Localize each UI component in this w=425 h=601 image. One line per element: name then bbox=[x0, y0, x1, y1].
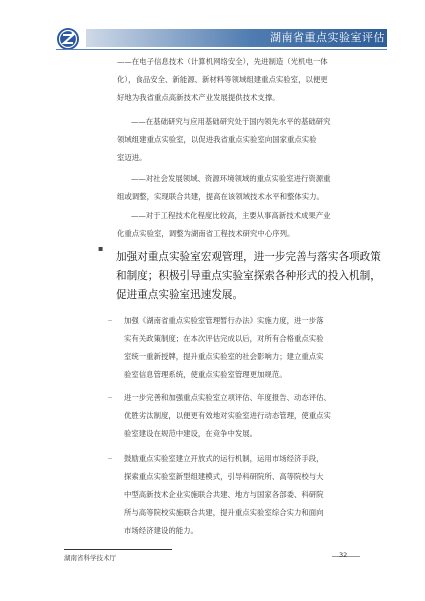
sub-point-line: 市场经济建设的能力。 bbox=[124, 526, 198, 535]
dash-item-line: 室迈进。 bbox=[117, 153, 147, 162]
intro-line: 好地为我省重点高新技术产业发展提供技术支撑。 bbox=[117, 93, 280, 102]
dash-item-line: 化重点实验室，调整为湖南省工程技术研究中心序列。 bbox=[117, 229, 295, 238]
bullet-marker-icon: ▪ bbox=[98, 244, 104, 253]
dash-item-line: ——对社会发展领域、资源环境领域的重点实验室进行资源重 bbox=[131, 174, 331, 183]
main-point-line: 和制度；积极引导重点实验室探索各种形式的投入机制， bbox=[116, 270, 381, 282]
dash-item-line: 组或调整，实现联合共建，提高在该领域技术水平和整体实力。 bbox=[117, 192, 324, 201]
dash-item-line: ——在基础研究与应用基础研究处于国内领先水平的基础研究 bbox=[131, 117, 331, 126]
header-divider bbox=[56, 49, 387, 50]
bullet-marker-icon: _ bbox=[108, 389, 112, 398]
sub-point-line: 室统一重新授牌，提升重点实验室的社会影响力；建立重点实 bbox=[124, 352, 324, 361]
bullet-marker-icon: _ bbox=[108, 312, 112, 321]
footer-organization: 湖南省科学技术厅 bbox=[64, 554, 116, 562]
dash-item-line: 领域组建重点实验室，以促进我省重点实验室向国家重点实验 bbox=[117, 135, 317, 144]
page-number: 32 bbox=[339, 551, 348, 559]
sub-point-line: 加强《湖南省重点实验室管理暂行办法》实施力度，进一步落 bbox=[124, 316, 324, 325]
intro-line: ——在电子信息技术（计算机网络安全），先进制造（光机电一体 bbox=[117, 57, 328, 66]
header-title: 湖南省重点实验室评估 bbox=[270, 31, 385, 44]
main-point-line: 加强对重点实验室宏观管理，进一步完善与落实各项政策 bbox=[116, 251, 381, 263]
sub-point-line: 所与高等院校实施联合共建，提升重点实验室综合实力和面向 bbox=[124, 508, 324, 517]
sub-point-line: 进一步完善和加强重点实验室立项评估、年度报告、动态评估、 bbox=[124, 393, 331, 402]
sub-point-line: 中型高新技术企业实施联合共建、地方与国家各部委、科研院 bbox=[124, 490, 324, 499]
intro-line: 化），食品安全、新能源、新材料等领域组建重点实验室，以便更 bbox=[117, 75, 328, 84]
sub-point-line: 探索重点实验室新型组建模式，引导科研院所、高等院校与大 bbox=[124, 472, 324, 481]
ministry-logo-icon bbox=[56, 27, 80, 51]
dash-item-line: ——对于工程技术化程度比较高，主要从事高新技术成果产业 bbox=[131, 211, 331, 220]
sub-point-line: 优胜劣汰制度，以便更有效地对实验室进行动态管理，使重点实 bbox=[124, 411, 331, 420]
main-point-line: 促进重点实验室迅速发展。 bbox=[116, 289, 244, 301]
bullet-marker-icon: _ bbox=[108, 450, 112, 459]
sub-point-line: 验室建设在规范中建设，在竞争中发展。 bbox=[124, 429, 258, 438]
sub-point-line: 验室信息管理系统，使重点实验室管理更加规范。 bbox=[124, 370, 287, 379]
sub-point-line: 实有关政策制度；在本次评估完成以后，对所有合格重点实验 bbox=[124, 334, 324, 343]
sub-point-line: 鼓励重点实验室建立开放式的运行机制，运用市场经济手段， bbox=[124, 454, 324, 463]
footer-divider bbox=[64, 549, 172, 550]
